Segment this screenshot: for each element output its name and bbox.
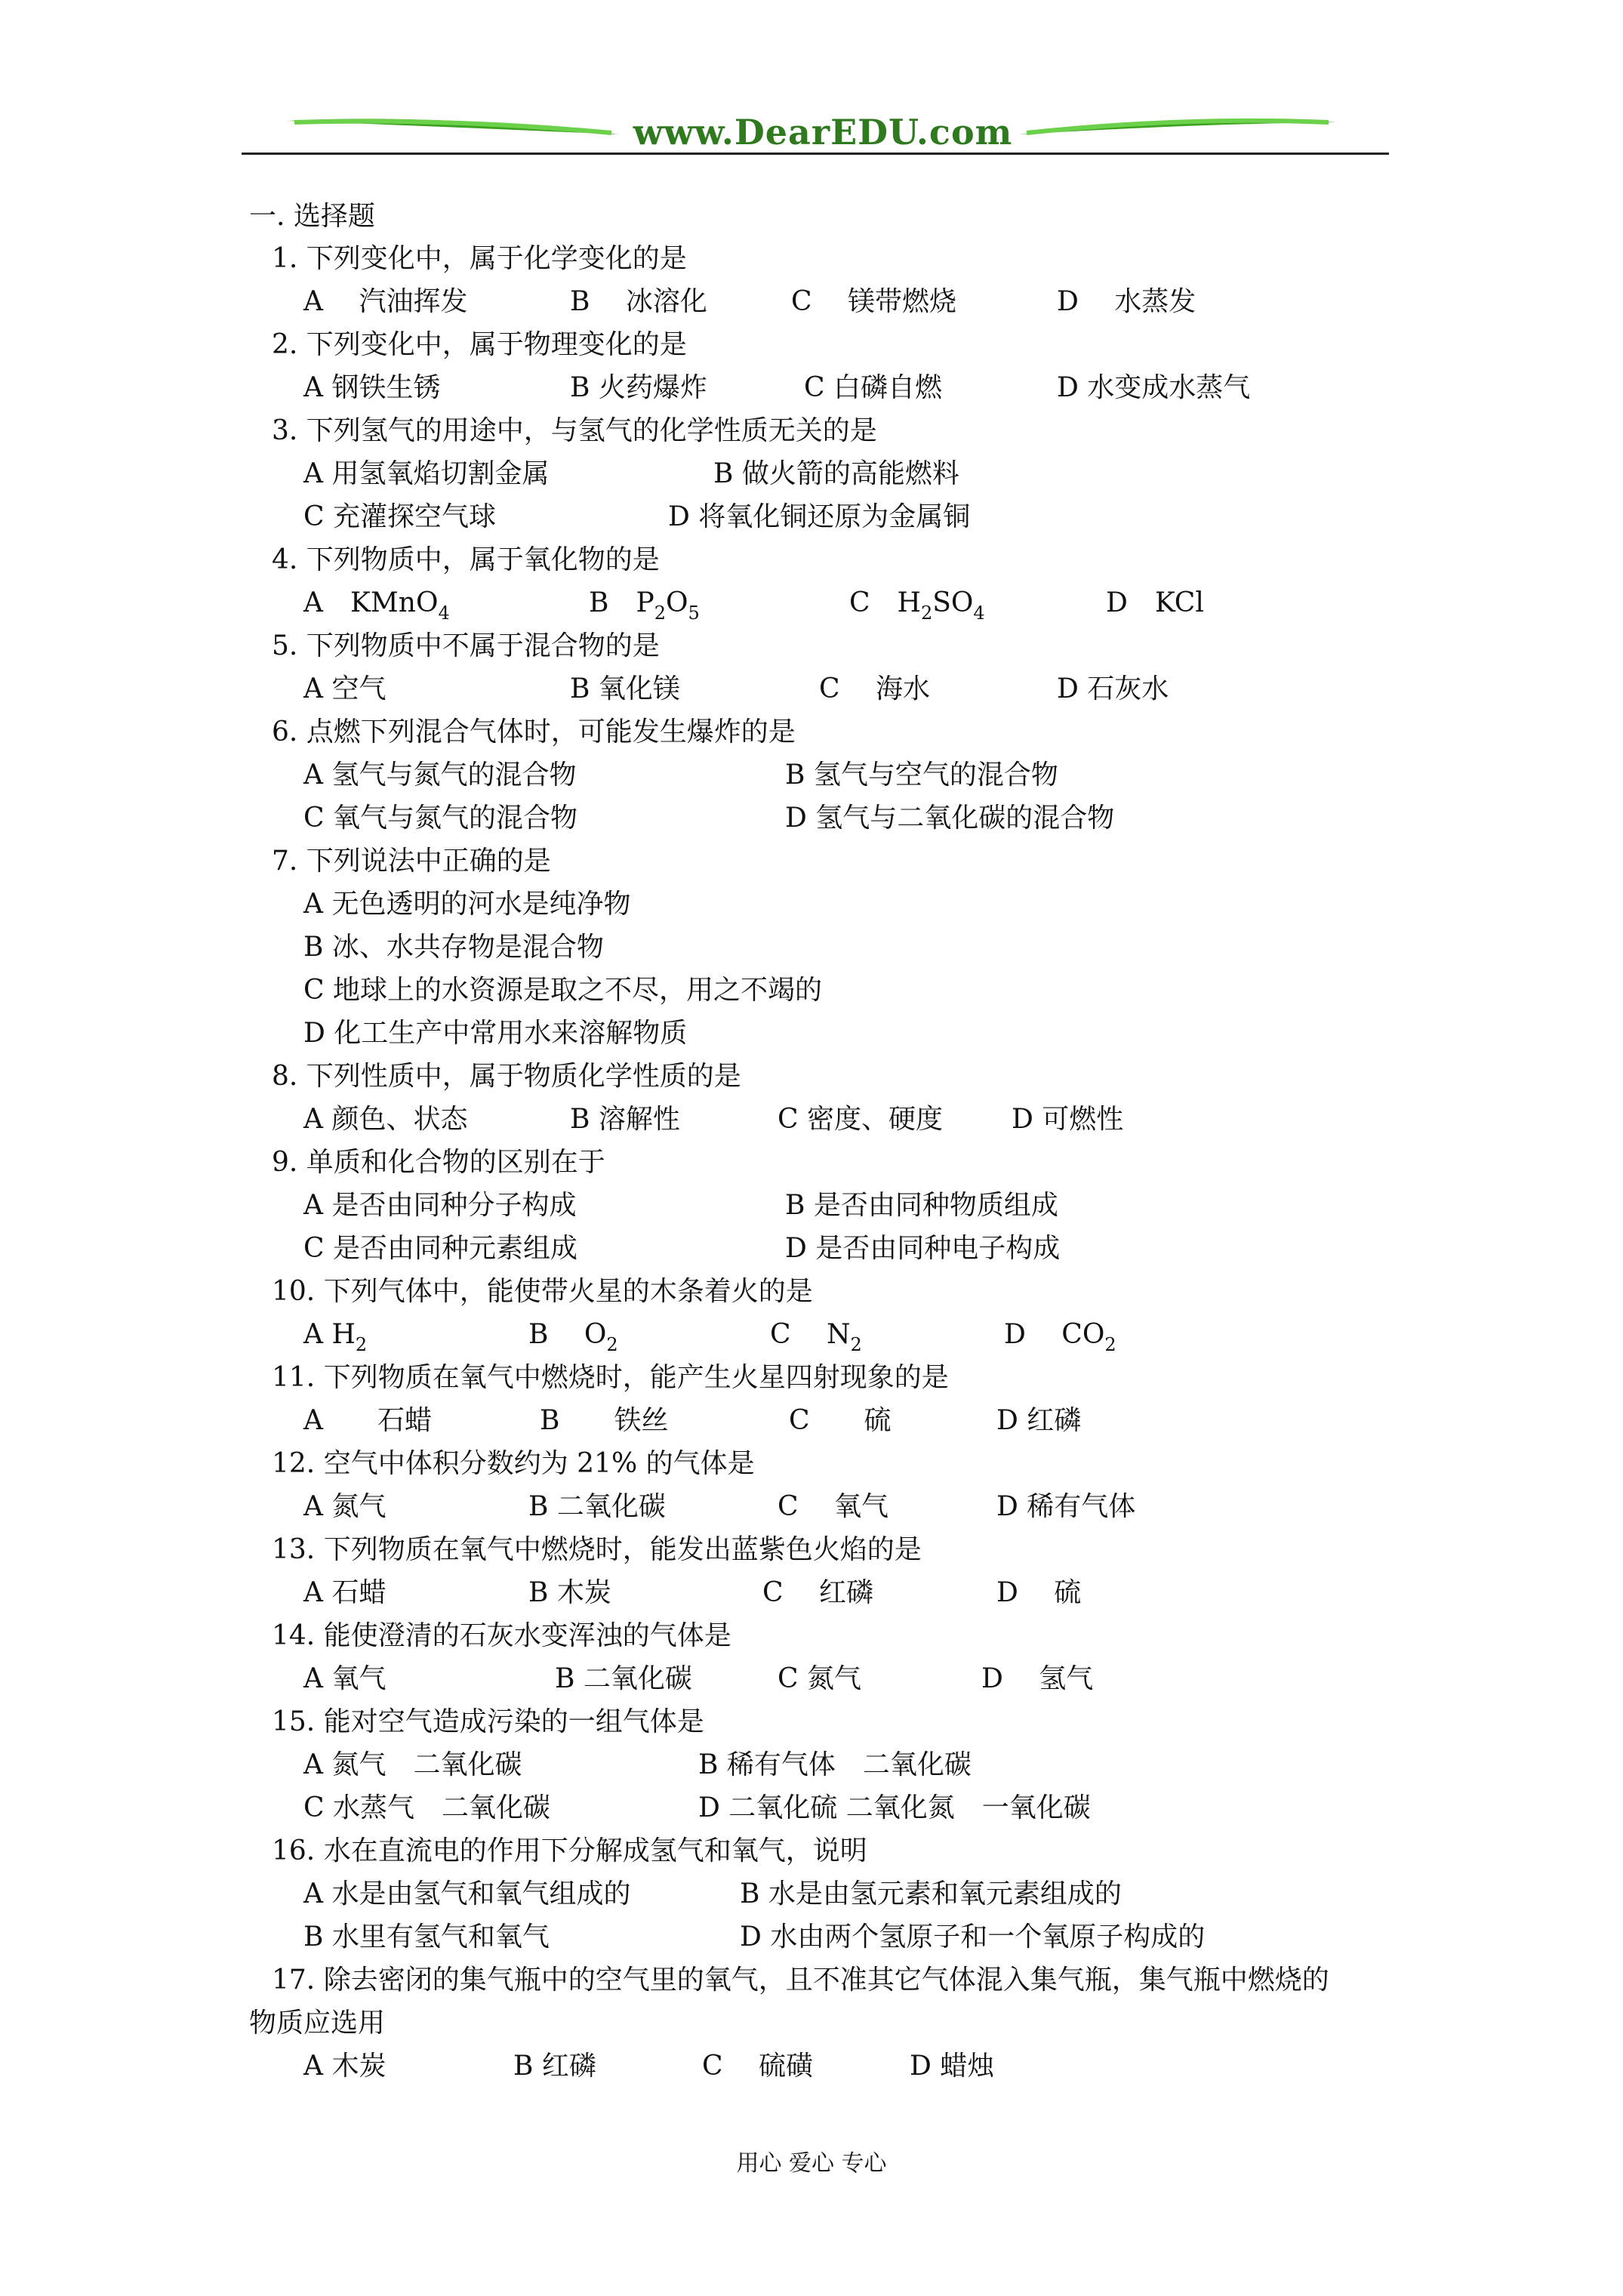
- option: A 钢铁生锈: [303, 372, 441, 403]
- option: C 充灌探空气球: [303, 501, 496, 532]
- option: B 水是由氢元素和氧元素组成的: [740, 1878, 1122, 1909]
- option: B 火药爆炸: [570, 372, 707, 403]
- question-stem: 5. 下列物质中不属于混合物的是: [272, 630, 660, 661]
- option-co2: D $CO_2$: [1004, 1319, 1116, 1355]
- question-stem: 14. 能使澄清的石灰水变浑浊的气体是: [272, 1620, 731, 1651]
- option: D KCl: [1106, 587, 1204, 618]
- option: D 化工生产中常用水来溶解物质: [303, 1018, 688, 1049]
- option: A 空气: [303, 673, 387, 704]
- question-stem: 12. 空气中体积分数约为 21% 的气体是: [272, 1448, 755, 1479]
- option: A 氧气: [303, 1663, 387, 1694]
- option: B 做火箭的高能燃料: [713, 458, 959, 489]
- option: D 红磷: [996, 1405, 1082, 1436]
- option-p2o5: B $P_2O_5$: [589, 587, 700, 624]
- option: C 密度、硬度: [778, 1104, 943, 1135]
- site-logo: www.DearEDU.com: [633, 112, 1013, 153]
- option: B 冰溶化: [570, 286, 707, 317]
- option: C 氮气: [778, 1663, 861, 1694]
- option: B 是否由同种物质组成: [785, 1190, 1058, 1221]
- option: A 氮气: [303, 1491, 387, 1522]
- option: D 可燃性: [1012, 1104, 1124, 1135]
- question-stem: 9. 单质和化合物的区别在于: [272, 1147, 605, 1178]
- question-stem: 11. 下列物质在氧气中燃烧时，能产生火星四射现象的是: [272, 1362, 949, 1393]
- option: D 将氧化铜还原为金属铜: [668, 501, 971, 532]
- option: C 氧气与氮气的混合物: [303, 803, 577, 834]
- question-stem: 1. 下列变化中，属于化学变化的是: [272, 243, 687, 274]
- option: B 冰、水共存物是混合物: [303, 932, 604, 963]
- question-stem: 17. 除去密闭的集气瓶中的空气里的氧气，且不准其它气体混入集气瓶，集气瓶中燃烧的: [272, 1965, 1329, 1996]
- option: D 石灰水: [1057, 673, 1169, 704]
- question-stem-continued: 物质应选用: [249, 2008, 386, 2039]
- option: D 是否由同种电子构成: [785, 1233, 1061, 1264]
- option: A 是否由同种分子构成: [303, 1190, 577, 1221]
- option: C 氧气: [778, 1491, 888, 1522]
- option-o2: B $O_2$: [528, 1319, 618, 1355]
- option: C 水蒸气 二氧化碳: [303, 1792, 550, 1823]
- option: B 木炭: [528, 1577, 611, 1608]
- option: D 水由两个氢原子和一个氧原子构成的: [740, 1922, 1206, 1952]
- question-stem: 10. 下列气体中，能使带火星的木条着火的是: [272, 1276, 813, 1307]
- page-footer: 用心 爱心 专心: [736, 2150, 887, 2177]
- option: C 镁带燃烧: [791, 286, 956, 317]
- option: A 颜色、状态: [303, 1104, 468, 1135]
- section-title: 一. 选择题: [249, 201, 375, 232]
- question-stem: 16. 水在直流电的作用下分解成氢气和氧气，说明: [272, 1835, 867, 1866]
- option: B 溶解性: [570, 1104, 680, 1135]
- option: D 氢气: [981, 1663, 1094, 1694]
- option: B 稀有气体 二氧化碳: [698, 1749, 972, 1780]
- option: D 氢气与二氧化碳的混合物: [785, 803, 1115, 834]
- option: A 用氢氧焰切割金属: [303, 458, 550, 489]
- question-stem: 6. 点燃下列混合气体时，可能发生爆炸的是: [272, 717, 796, 747]
- option: C 是否由同种元素组成: [303, 1233, 577, 1264]
- option: C 地球上的水资源是取之不尽，用之不竭的: [303, 975, 822, 1006]
- option: B 二氧化碳: [555, 1663, 692, 1694]
- option: C 硫: [789, 1405, 892, 1436]
- question-stem: 8. 下列性质中，属于物质化学性质的是: [272, 1061, 741, 1092]
- option: A 石蜡: [303, 1405, 432, 1436]
- option: C 白磷自燃: [804, 372, 942, 403]
- option: D 蜡烛: [910, 2051, 995, 2082]
- option: B 水里有氢气和氧气: [303, 1922, 550, 1952]
- question-stem: 13. 下列物质在氧气中燃烧时，能发出蓝紫色火焰的是: [272, 1534, 922, 1565]
- option-n2: C $N_2$: [770, 1319, 862, 1355]
- option: B 铁丝: [540, 1405, 669, 1436]
- question-stem: 4. 下列物质中，属于氧化物的是: [272, 544, 660, 575]
- option: B 氢气与空气的混合物: [785, 760, 1058, 791]
- option: D 稀有气体: [996, 1491, 1136, 1522]
- option: C 红磷: [762, 1577, 873, 1608]
- option: C 海水: [819, 673, 930, 704]
- option: B 二氧化碳: [528, 1491, 666, 1522]
- header-rule: [242, 153, 1389, 155]
- option: D 水变成水蒸气: [1057, 372, 1251, 403]
- question-stem: 2. 下列变化中，属于物理变化的是: [272, 329, 687, 360]
- option-h2: A $H_2$: [303, 1319, 368, 1355]
- option-kmno4: A KMnO$_4$: [303, 587, 450, 624]
- question-stem: 7. 下列说法中正确的是: [272, 846, 551, 877]
- option: B 红磷: [513, 2051, 596, 2082]
- option: A 氮气 二氧化碳: [303, 1749, 522, 1780]
- option: D 二氧化硫 二氧化氮 一氧化碳: [698, 1792, 1091, 1823]
- option: A 无色透明的河水是纯净物: [303, 889, 631, 920]
- question-stem: 3. 下列氢气的用途中，与氢气的化学性质无关的是: [272, 415, 877, 446]
- question-stem: 15. 能对空气造成污染的一组气体是: [272, 1706, 704, 1737]
- option: A 石蜡: [303, 1577, 387, 1608]
- option: A 氢气与氮气的混合物: [303, 760, 577, 791]
- option: A 水是由氢气和氧气组成的: [303, 1878, 631, 1909]
- option: B 氧化镁: [570, 673, 680, 704]
- option: D 水蒸发: [1057, 286, 1196, 317]
- option: A 汽油挥发: [303, 286, 468, 317]
- option-h2so4: C $H_2SO_4$: [849, 587, 985, 624]
- option: A 木炭: [303, 2051, 387, 2082]
- option: D 硫: [996, 1577, 1082, 1608]
- option: C 硫磺: [702, 2051, 813, 2082]
- site-header: [242, 106, 1389, 166]
